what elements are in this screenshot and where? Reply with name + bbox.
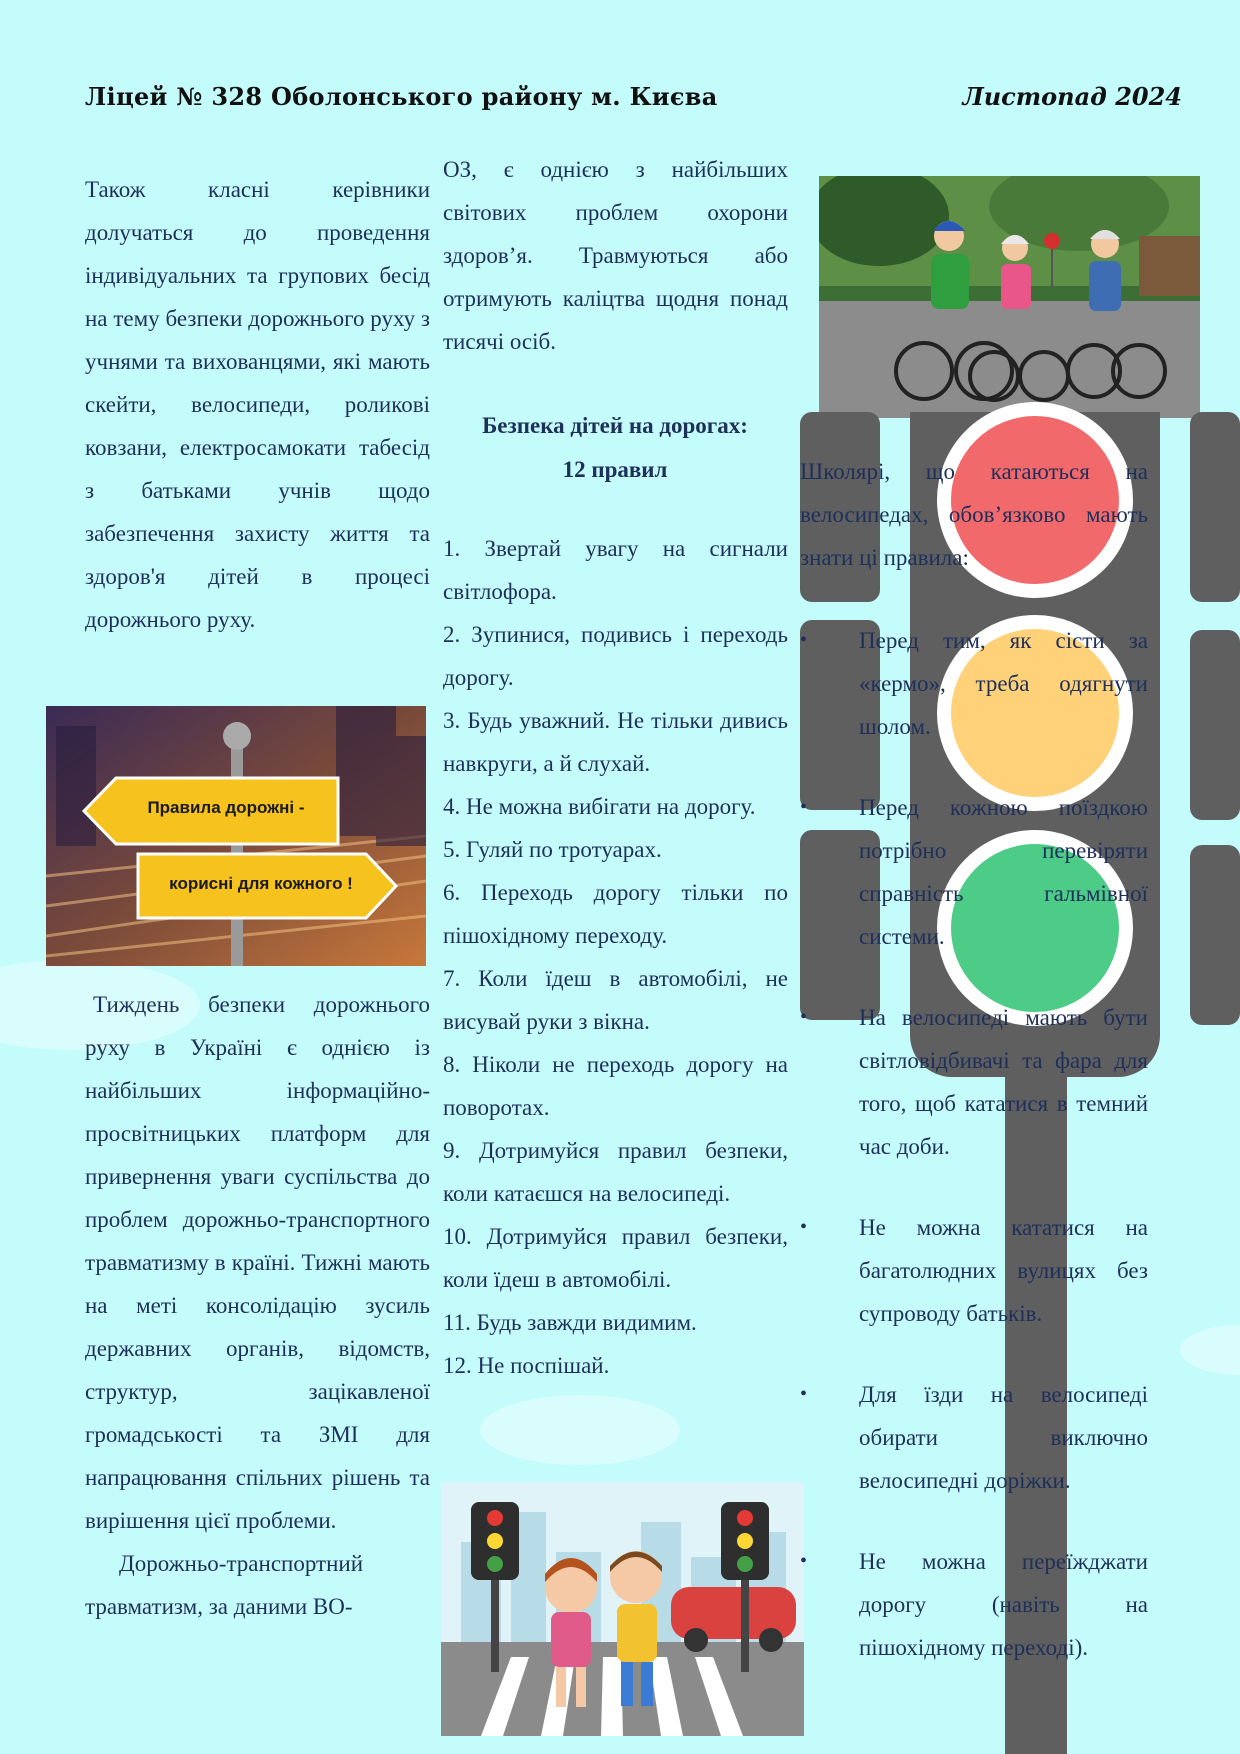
- newsletter-date: Листопад 2024: [962, 82, 1182, 111]
- column1-paragraph2: [85, 983, 430, 1628]
- rule-item: 7. Коли їдеш в автомобілі, не висувай руки з вікна.: [443, 966, 788, 1034]
- column1-text-3: Дорожньо-транспортний травматизм, за даними ВО-: [85, 1551, 364, 1619]
- rule-item: 11. Будь завжди видимим.: [443, 1310, 697, 1335]
- rule-item: 1. Звертай увагу на сигнали світлофора.: [443, 536, 788, 604]
- rule-item: 10. Дотримуйся правил безпеки, коли їдеш в автомобілі.: [443, 1224, 788, 1292]
- cycling-rule-item: • Не можна кататися на багатолюдних вулицях без супроводу батьків.: [800, 1206, 1148, 1335]
- cycling-rule-item: • Перед кожною поїздкою потрібно перевіряти справність гальмівної системи.: [800, 786, 1148, 958]
- cycling-rules-list: [800, 619, 1148, 1669]
- traffic-light-visor: [1190, 845, 1240, 1025]
- cycling-rule-item: • На велосипеді мають бути світловідбивачі та фара для того, щоб кататися в темний час доби.: [800, 996, 1148, 1168]
- column1-text-1: Також класні керівники долучаться до проведення індивідуальних та групових бесід на тему безпеки дорожнього руху з учнями та вихованцями, які мають скейти, велосипеди, роликові ковзани, електросамокати табесід з батьками учнів щодо забезпечення захисту життя та здоров'я дітей в процесі дорожнього руху.: [85, 177, 430, 632]
- rules-heading: [440, 404, 790, 492]
- newsletter-school-name: Ліцей № 328 Оболонського району м. Києва: [85, 82, 718, 111]
- column3-intro: Школярі, що катаються на велосипедах, обов’язково мають знати ці правила:: [800, 459, 1148, 570]
- column2-text: ОЗ, є однією з найбільших світових проблем охорони здоров’я. Травмуються або отримують каліцтва щодня понад тисячі осіб.: [443, 157, 788, 354]
- cycling-rule-item: • Перед тим, як сісти за «кермо», треба одягнути шолом.: [800, 619, 1148, 748]
- cycling-kids-picture: [819, 176, 1200, 418]
- traffic-light-visor: [1190, 630, 1240, 820]
- road-sign-illustration: [46, 706, 426, 966]
- rules-list: [443, 527, 788, 1387]
- sign-text-line1: Правила дорожні -: [147, 798, 305, 817]
- rule-item: 4. Не можна вибігати на дорогу.: [443, 794, 756, 819]
- rule-item: 9. Дотримуйся правил безпеки, коли катаєшся на велосипеді.: [443, 1138, 788, 1206]
- rule-item: 8. Ніколи не переходь дорогу на поворотах.: [443, 1052, 788, 1120]
- cycling-rule-item: • Для їзди на велосипеді обирати виключно велосипедні доріжки.: [800, 1373, 1148, 1502]
- rule-item: 3. Будь уважний. Не тільки дивись навкруги, а й слухай.: [443, 708, 788, 776]
- rule-item: 5. Гуляй по тротуарах.: [443, 837, 662, 862]
- rule-item: 6. Переходь дорогу тільки по пішохідному переходу.: [443, 880, 788, 948]
- background-cloud: [1180, 1325, 1240, 1375]
- kids-cycling-photo: [819, 176, 1200, 418]
- rule-item: 12. Не поспішай.: [443, 1353, 610, 1378]
- rules-heading-line1: Безпека дітей на дорогах:: [482, 413, 748, 438]
- sign-text-line2: корисні для кожного !: [169, 874, 353, 893]
- rule-item: 2. Зупинися, подивись і переходь дорогу.: [443, 622, 788, 690]
- column3-text: [800, 450, 1148, 1669]
- background-cloud: [480, 1395, 680, 1465]
- column1-paragraph1: [85, 168, 430, 641]
- crosswalk-children-illustration: [441, 1482, 804, 1736]
- cycling-rule-item: • Не можна переїжджати дорогу (навіть на пішохідному переході).: [800, 1540, 1148, 1669]
- column2-paragraph: [443, 148, 788, 363]
- column1-text-2: Тиждень безпеки дорожнього руху в Україні є однією із найбільших інформаційно-просвітницьких платформ для привернення уваги суспільства до проблем дорожньо-транспортного травматизму в країні. Тижні мають на меті консолідацію зусиль державних органів, відомств, структур, зацікавленої громадськості та ЗМІ для напрацювання спільних рішень та вирішення цієї проблеми.: [85, 992, 430, 1533]
- traffic-light-visor: [1190, 412, 1240, 602]
- road-rules-sign-photo: [46, 706, 426, 966]
- crosswalk-illustration: [441, 1482, 804, 1736]
- rules-heading-line2: 12 правил: [562, 457, 668, 482]
